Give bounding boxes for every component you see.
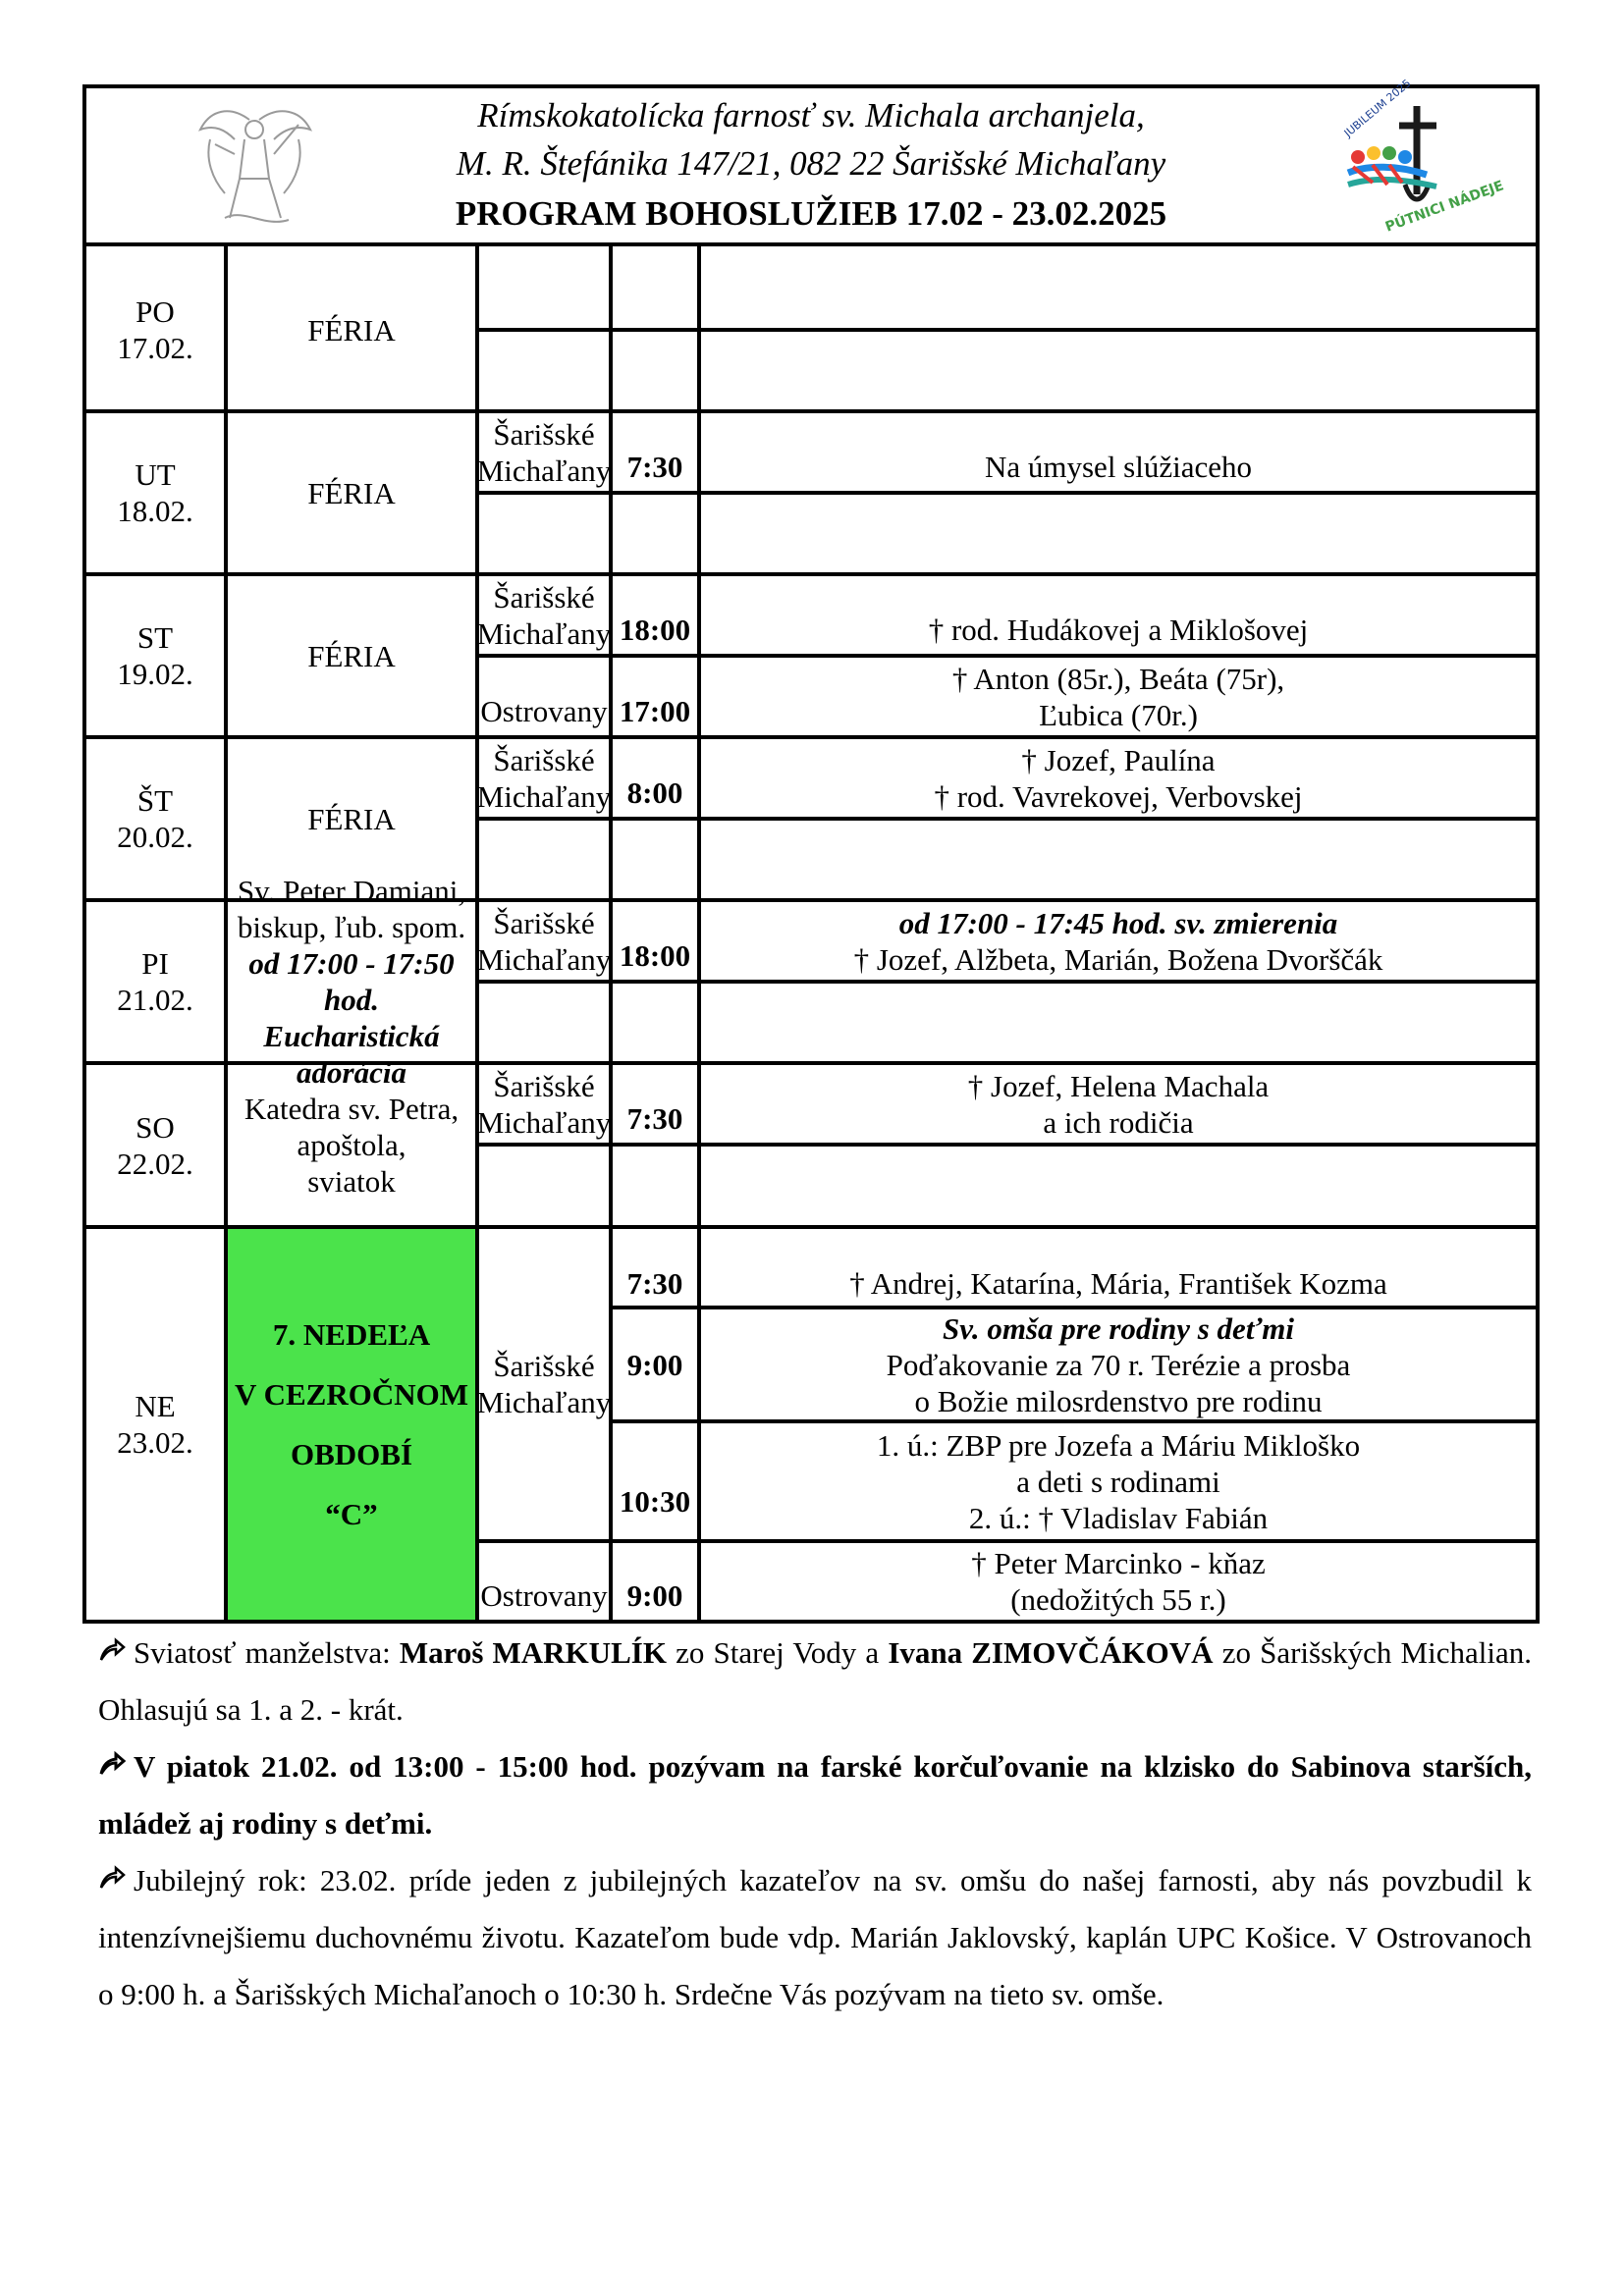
intention-st-2: † Anton (85r.), Beáta (75r), Ľubica (70r.) <box>951 661 1285 732</box>
announcement-1: Sviatosť manželstva: Maroš MARKULÍK zo Starej Vody a Ivana ZIMOVČÁKOVÁ zo Šarišských Michalian. Ohlasujú sa 1. a 2. - krát. <box>98 1625 1532 1738</box>
time-so: 7:30 <box>626 1100 683 1136</box>
day-cell-ne: NE 23.02. <box>117 1389 193 1460</box>
time-ne-2: 9:00 <box>626 1347 683 1382</box>
svg-text:PÚTNICI NÁDEJE: PÚTNICI NÁDEJE <box>1382 178 1506 236</box>
arrow-icon <box>98 1852 134 1909</box>
time-st-2: 17:00 <box>619 693 691 728</box>
feast-ne: 7. NEDEĽA V CEZROČNOM OBDOBÍ “C” <box>235 1317 468 1531</box>
intention-ne-1: † Andrej, Katarína, Mária, František Kozma <box>849 1266 1387 1301</box>
parish-name: Rímskokatolícka farnosť sv. Michala archanjela, <box>477 96 1145 134</box>
intention-ne-4: † Peter Marcinko - kňaz (nedožitých 55 r.) <box>971 1546 1266 1617</box>
intention-st-1: † rod. Hudákovej a Miklošovej <box>928 612 1309 647</box>
time-ne-1: 7:30 <box>626 1266 683 1301</box>
place-so: Šarišské Michaľany <box>476 1068 612 1140</box>
feast-st: FÉRIA <box>307 638 396 673</box>
intention-stv: † Jozef, Paulína † rod. Vavrekovej, Verbovskej <box>934 742 1303 814</box>
announcements <box>98 1625 1532 2023</box>
time-ne-4: 9:00 <box>626 1578 683 1613</box>
place-ne-4: Ostrovany <box>480 1578 608 1613</box>
time-stv: 8:00 <box>626 774 683 810</box>
feast-po: FÉRIA <box>307 312 396 347</box>
announcement-3: Jubilejný rok: 23.02. príde jeden z jubilejných kazateľov na sv. omšu do našej farnosti, aby nás povzbudil k intenzívnejšiemu duchovnému životu. Kazateľom bude vdp. Marián Jaklovský, kaplán UPC Košice. V Ostrovanoch o 9:00 h. a Šarišských Michaľanoch o 10:30 h. Srdečne Vás pozývam na tieto sv. omše. <box>98 1852 1532 2023</box>
arrow-icon <box>98 1625 134 1682</box>
time-st-1: 18:00 <box>619 612 691 647</box>
day-cell-pi: PI 21.02. <box>117 946 193 1017</box>
arrow-icon <box>98 1738 134 1795</box>
time-ne-3: 10:30 <box>619 1483 691 1519</box>
intention-ne-3: 1. ú.: ZBP pre Jozefa a Máriu Mikloško a deti s rodinami 2. ú.: † Vladislav Fabián <box>876 1427 1361 1535</box>
feast-pi: Sv. Peter Damiani, biskup, ľub. spom. od 17:00 - 17:50 hod. Eucharistická adorácia <box>237 874 466 1090</box>
intention-ne-2: Sv. omša pre rodiny s deťmi Poďakovanie za 70 r. Terézie a prosba o Božie milosrdenstvo pre rodinu <box>886 1310 1351 1418</box>
place-st-2: Ostrovany <box>480 693 608 728</box>
feast-stv: FÉRIA <box>307 801 396 836</box>
day-cell-stv: ŠT 20.02. <box>117 783 193 854</box>
jubilee-2025-logo-icon <box>1319 77 1506 240</box>
day-cell-ut: UT 18.02. <box>117 457 193 528</box>
place-st-1: Šarišské Michaľany <box>476 579 612 651</box>
time-ut: 7:30 <box>626 449 683 484</box>
announcement-2: V piatok 21.02. od 13:00 - 15:00 hod. pozývam na farské korčuľovanie na klzisko do Sabinova starších, mládež aj rodiny s deťmi. <box>98 1738 1532 1852</box>
feast-so: Katedra sv. Petra, apoštola, sviatok <box>244 1092 460 1199</box>
intention-ut: Na úmysel slúžiaceho <box>984 449 1253 484</box>
header <box>86 77 1536 246</box>
svg-text:JUBILEUM 2025: JUBILEUM 2025 <box>1341 77 1414 140</box>
intention-so: † Jozef, Helena Machala a ich rodičia <box>967 1068 1270 1140</box>
place-ut: Šarišské Michaľany <box>476 416 612 488</box>
place-stv: Šarišské Michaľany <box>476 742 612 814</box>
parish-address: M. R. Štefánika 147/21, 082 22 Šarišské Michaľany <box>456 144 1166 183</box>
day-cell-st: ST 19.02. <box>117 620 193 691</box>
day-cell-po: PO 17.02. <box>117 294 193 365</box>
day-cell-so: SO 22.02. <box>117 1109 193 1181</box>
time-pi: 18:00 <box>619 937 691 973</box>
place-ne: Šarišské Michaľany <box>476 1349 612 1419</box>
page-title: PROGRAM BOHOSLUŽIEB 17.02 - 23.02.2025 <box>455 194 1167 233</box>
intention-pi: od 17:00 - 17:45 hod. sv. zmierenia † Jozef, Alžbeta, Marián, Božena Dvorščák <box>853 905 1383 977</box>
schedule-table <box>82 77 1540 1624</box>
feast-ut: FÉRIA <box>307 475 396 510</box>
place-pi: Šarišské Michaľany <box>476 905 612 977</box>
